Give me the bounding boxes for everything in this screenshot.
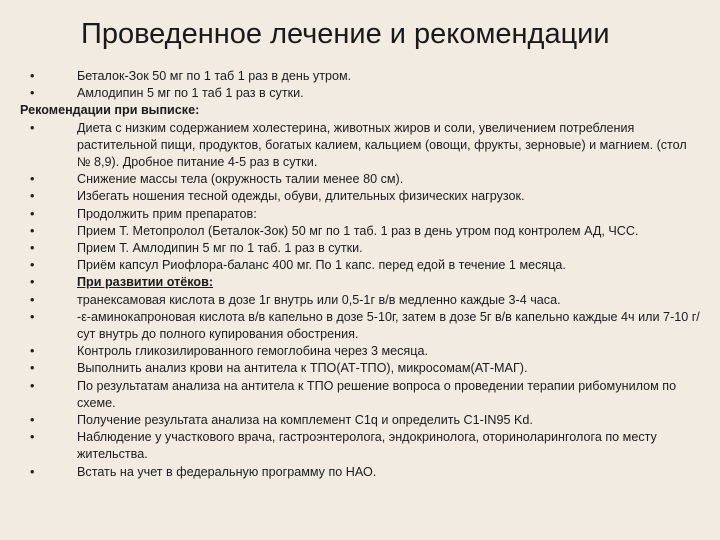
list-item-text: Получение результата анализа на комплемент С1q и определить С1-IN95 Kd. (77, 413, 533, 428)
bullet-icon: • (30, 120, 35, 135)
list-item-text: Встать на учет в федеральную программу по НАО. (77, 464, 377, 479)
list-item-text: -ε-аминокапроновая кислота в/в капельно в дозе 5-10г, затем в дозе 5г в/в капельно каждые 4ч или 7-10 г/сут внутрь до полного купирования обострения. (77, 309, 700, 342)
list-item (20, 360, 700, 377)
list-item (20, 188, 700, 205)
bullet-icon: • (30, 413, 35, 428)
list-item (20, 85, 700, 102)
list-item-text: Снижение массы тела (окружность талии менее 80 см). (77, 172, 404, 187)
bullet-icon: • (30, 241, 35, 256)
list-item-text: По результатам анализа на антитела к ТПО решение вопроса о проведении терапии рибомунилом по схеме. (77, 378, 677, 410)
bullet-icon: • (30, 361, 35, 376)
list-item-text: Продолжить прим препаратов: (77, 206, 257, 221)
list-item (20, 429, 700, 463)
bullet-icon: • (30, 206, 35, 221)
bullet-icon: • (30, 189, 35, 204)
bullet-icon: • (30, 275, 35, 290)
list-item (20, 292, 700, 309)
list-item (20, 257, 700, 274)
bullet-icon: • (30, 172, 35, 187)
slide-title: Проведенное лечение и рекомендации (81, 18, 610, 50)
list-item-text: транексамовая кислота в дозе 1г внутрь или 0,5-1г в/в медленно каждые 3-4 часа. (77, 292, 561, 307)
list-item (20, 412, 700, 429)
list-item (20, 464, 700, 481)
list-item-text: Прием Т. Метопролол (Беталок-Зок) 50 мг по 1 таб. 1 раз в день утром под контролем АД, ЧСС. (77, 223, 639, 238)
bullet-icon: • (30, 378, 35, 393)
list-item (20, 223, 700, 240)
list-item (20, 378, 700, 412)
bullet-icon: • (30, 430, 35, 445)
list-item-text: Выполнить анализ крови на антитела к ТПО(АТ-ТПО), микросомам(АТ-МАГ). (77, 361, 528, 376)
bullet-icon: • (30, 344, 35, 359)
slide-content (20, 68, 700, 481)
bullet-icon: • (30, 309, 35, 324)
list-item-text: Наблюдение у участкового врача, гастроэнтеролога, эндокринолога, оториноларинголога по месту жительства. (77, 430, 657, 462)
bullet-icon: • (30, 69, 35, 83)
list-item-text: Прием Т. Амлодипин 5 мг по 1 таб. 1 раз в сутки. (77, 241, 363, 256)
bullet-icon: • (30, 86, 35, 101)
list-item-text: Диета с низким содержанием холестерина, животных жиров и соли, увеличением потребления растительной пищи, продуктов, богатых калием, кальцием (овощи, фрукты, зерновые) и магнием. (стол № 8,9). Дробное питание 4-5 раз в сутки. (77, 120, 687, 170)
discharge-heading: Рекомендации при выписке: (20, 103, 200, 118)
list-item (20, 206, 700, 223)
bullet-icon: • (30, 258, 35, 273)
list-item-text: Беталок-Зок 50 мг по 1 таб 1 раз в день утром. (77, 69, 352, 83)
list-item (20, 68, 700, 85)
bullet-icon: • (30, 223, 35, 238)
bullet-icon: • (30, 464, 35, 479)
list-item-text: Контроль гликозилированного гемоглобина через 3 месяца. (77, 344, 428, 359)
list-item-text: Избегать ношения тесной одежды, обуви, длительных физических нагрузок. (77, 189, 525, 204)
list-item (20, 240, 700, 257)
list-item-text: Амлодипин 5 мг по 1 таб 1 раз в сутки. (77, 86, 304, 101)
list-item (20, 120, 700, 172)
list-item (20, 343, 700, 360)
list-item (20, 171, 700, 188)
edema-heading: При развитии отёков: (77, 275, 214, 290)
list-item-text: Приём капсул Риофлора-баланс 400 мг. По 1 капс. перед едой в течение 1 месяца. (77, 258, 566, 273)
bullet-icon: • (30, 292, 35, 307)
list-item (20, 309, 700, 343)
list-item (20, 274, 700, 291)
